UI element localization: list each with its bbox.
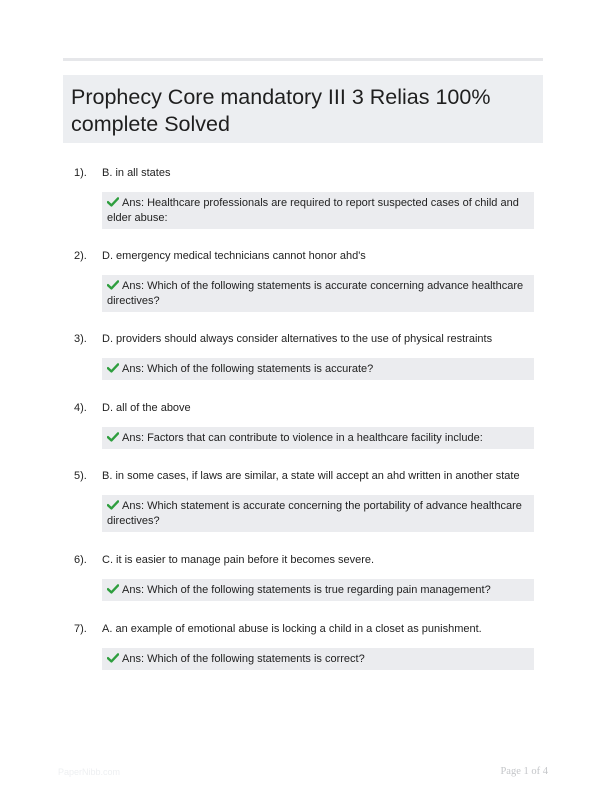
check-icon: [107, 584, 119, 594]
item-answer: A. an example of emotional abuse is locking a child in a closet as punishment.: [102, 623, 482, 635]
ans-text: Ans: Which of the following statements is accurate concerning advance healthcare directives?: [107, 280, 524, 307]
top-divider: [63, 58, 543, 61]
ans-box: [102, 495, 534, 532]
ans-text: Ans: Healthcare professionals are required to report suspected cases of child and elder abuse:: [107, 197, 519, 224]
item-answer: C. it is easier to manage pain before it becomes severe.: [102, 554, 375, 566]
item-number: 5).: [74, 470, 87, 482]
ans-box: [102, 427, 534, 449]
check-icon: [107, 653, 119, 663]
check-icon: [107, 280, 119, 290]
item-answer: D. emergency medical technicians cannot honor ahd's: [102, 250, 366, 262]
check-icon: [107, 500, 119, 510]
item-answer: B. in some cases, if laws are similar, a state will accept an ahd written in another state: [102, 470, 520, 482]
ans-text: Ans: Which of the following statements is true regarding pain management?: [122, 584, 491, 596]
ans-box: [102, 358, 534, 380]
ans-box: [102, 579, 534, 601]
item-number: 3).: [74, 333, 87, 345]
page-title: Prophecy Core mandatory III 3 Relias 100% complete Solved: [71, 85, 491, 136]
page-number: Page 1 of 4: [500, 766, 548, 777]
ans-box: [102, 275, 534, 312]
item-answer: D. providers should always consider alternatives to the use of physical restraints: [102, 333, 493, 345]
item-number: 1).: [74, 167, 87, 179]
item-number: 2).: [74, 250, 87, 262]
ans-box: [102, 192, 534, 229]
item-number: 6).: [74, 554, 87, 566]
check-icon: [107, 363, 119, 373]
ans-text: Ans: Which of the following statements is accurate?: [122, 363, 374, 375]
check-icon: [107, 197, 119, 207]
ans-box: [102, 648, 534, 670]
title-panel: [63, 75, 543, 143]
check-icon: [107, 432, 119, 442]
ans-text: Ans: Factors that can contribute to violence in a healthcare facility include:: [122, 432, 483, 444]
ans-text: Ans: Which of the following statements is correct?: [122, 653, 365, 665]
ans-text: Ans: Which statement is accurate concerning the portability of advance healthcare directives?: [107, 500, 522, 527]
item-answer: D. all of the above: [102, 402, 191, 414]
item-number: 4).: [74, 402, 87, 414]
footer-watermark: PaperNibb.com: [58, 767, 121, 777]
item-answer: B. in all states: [102, 167, 171, 179]
item-number: 7).: [74, 623, 87, 635]
